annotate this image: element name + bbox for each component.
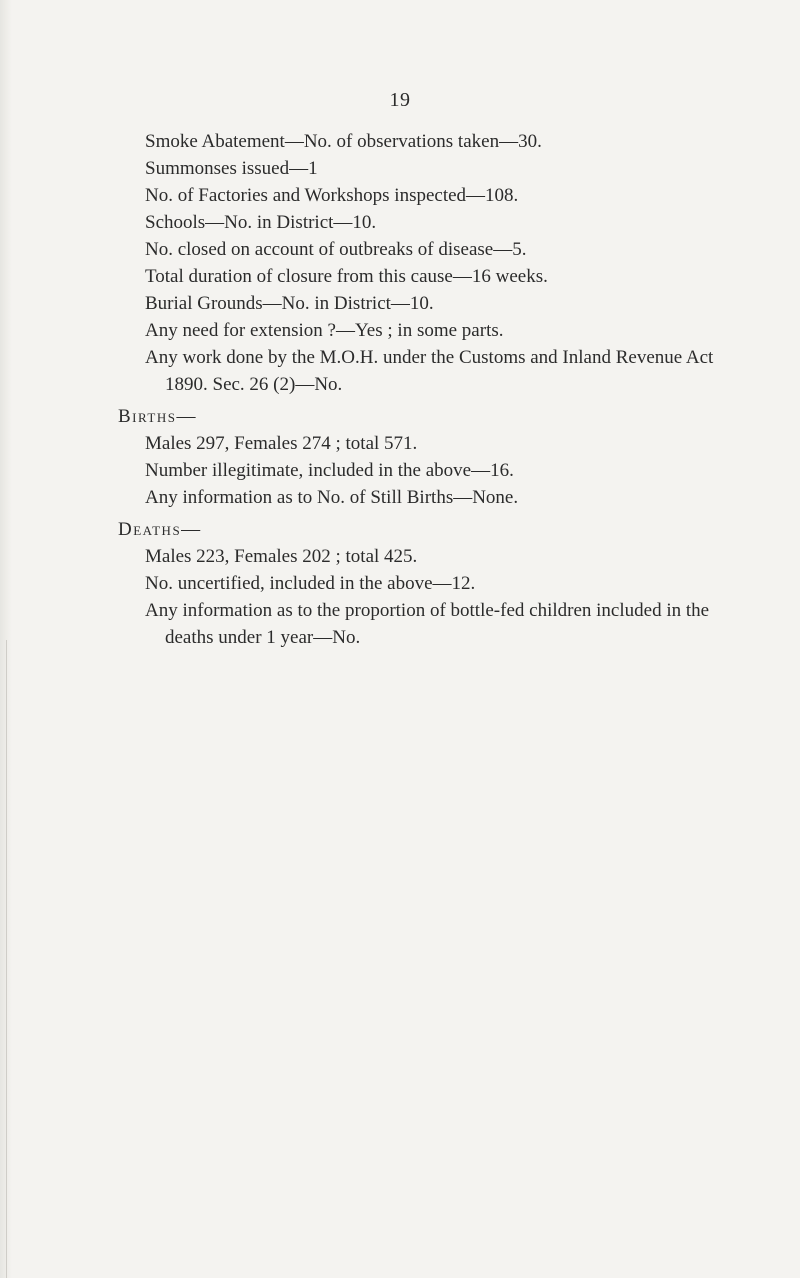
smoke-abatement-line: Smoke Abatement—No. of observations taken—30. [145, 131, 542, 152]
factories-line: No. of Factories and Workshops inspected—108. [145, 185, 519, 206]
still-births-line: Any information as to No. of Still Births—None. [145, 487, 519, 508]
summonses-line: Summonses issued—1 [145, 158, 318, 179]
births-heading: Births— [118, 406, 197, 427]
moh-work-line: Any work done by the M.O.H. under the Customs and Inland Revenue Act 1890. Sec. 26 (2)—No. [145, 347, 714, 395]
births-totals-line: Males 297, Females 274 ; total 571. [145, 433, 418, 454]
document-body [118, 128, 758, 651]
deaths-heading: Deaths— [118, 519, 202, 540]
deaths-uncertified-line: No. uncertified, included in the above—12. [145, 573, 476, 594]
extension-line: Any need for extension ?—Yes ; in some parts. [145, 320, 504, 341]
schools-line: Schools—No. in District—10. [145, 212, 377, 233]
schools-closed-line: No. closed on account of outbreaks of disease—5. [145, 239, 527, 260]
page-number: 19 [389, 89, 411, 111]
burial-grounds-line: Burial Grounds—No. in District—10. [145, 293, 434, 314]
births-illegitimate-line: Number illegitimate, included in the above—16. [145, 460, 514, 481]
page-edge-line [6, 640, 7, 1278]
bottle-fed-line: Any information as to the proportion of bottle-fed children included in the deaths under 1 year—No. [145, 600, 710, 648]
deaths-totals-line: Males 223, Females 202 ; total 425. [145, 546, 418, 567]
closure-duration-line: Total duration of closure from this cause—16 weeks. [145, 266, 548, 287]
